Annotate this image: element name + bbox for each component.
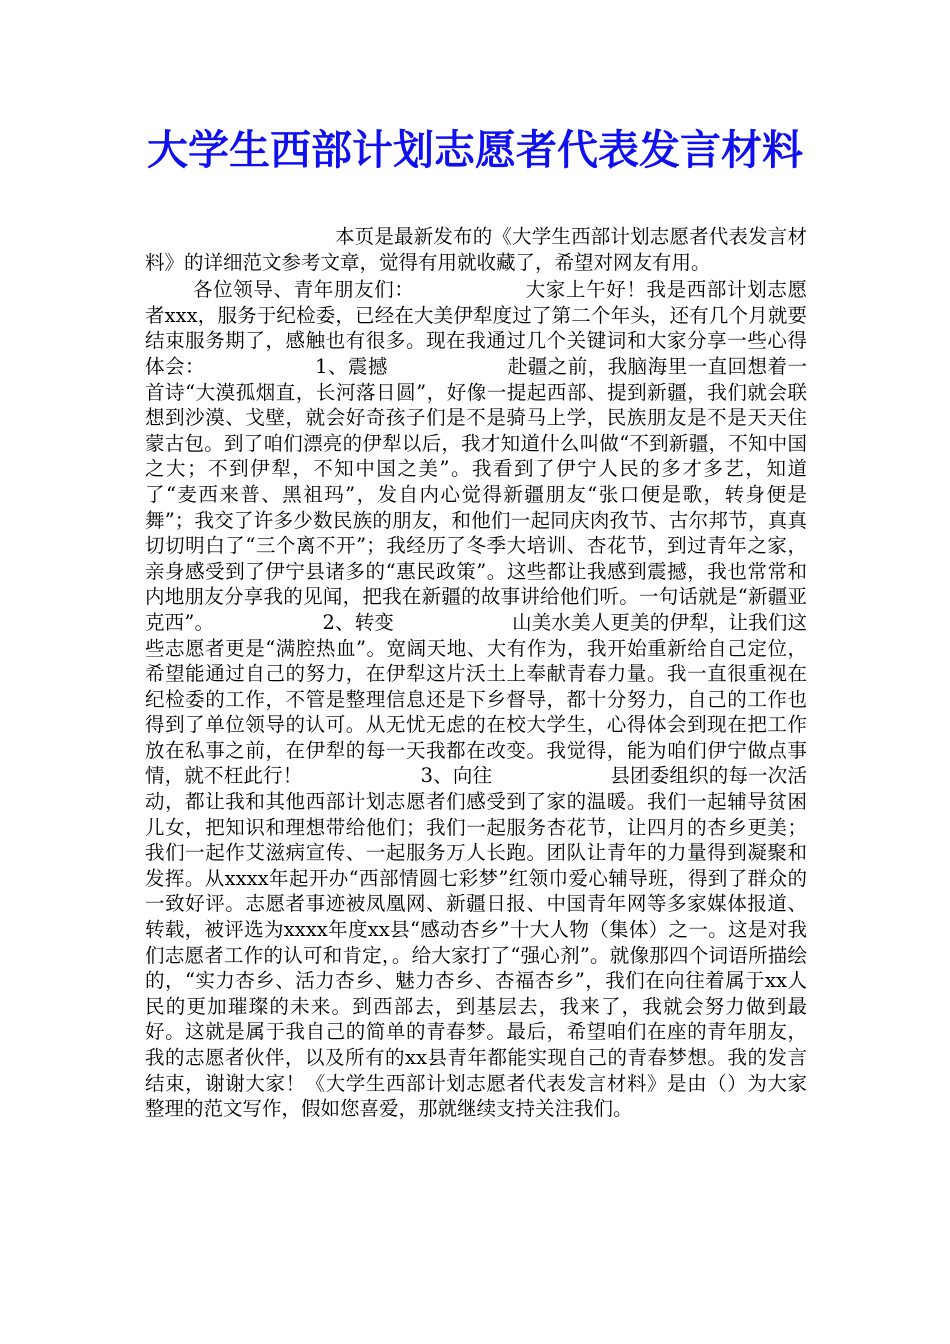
document-title: 大学生西部计划志愿者代表发言材料 <box>147 126 803 174</box>
intro-paragraph: 本页是最新发布的《大学生西部计划志愿者代表发言材料》的详细范文参考文章，觉得有用就收藏了，希望对网友有用。 <box>145 225 807 274</box>
speech-paragraph: 各位领导、青年朋友们： 大家上午好！我是西部计划志愿者xxx，服务于纪检委，已经在大美伊犁度过了第二个年头，还有几个月就要结束服务期了，感触也有很多。现在我通过几个关键词和大家分享一些心得体会： 1、震撼 赴疆之前，我脑海里一直回想着一首诗“大漠孤烟直，长河落日圆”，好像一提起西部、提到新疆，我们就会联想到沙漠、戈壁，就会好奇孩子们是不是骑马上学，民族朋友是不是天天住蒙古包。到了咱们漂亮的伊犁以后，我才知道什么叫做“不到新疆，不知中国之大；不到伊犁，不知中国之美”。我看到了伊宁人民的多才多艺，知道了“麦西来普、黑祖玛”，发自内心觉得新疆朋友“张口便是歌，转身便是舞”；我交了许多少数民族的朋友，和他们一起同庆肉孜节、古尔邦节，真真切切明白了“三个离不开”；我经历了冬季大培训、杏花节，到过青年之家，亲身感受到了伊宁县诸多的“惠民政策”。这些都让我感到震撼，我也常常和内地朋友分享我的见闻，把我在新疆的故事讲给他们听。一句话就是“新疆亚克西”。 2、转变 山美水美人更美的伊犁，让我们这些志愿者更是“满腔热血”。宽阔天地、大有作为，我开始重新给自己定位，希望能通过自己的努力，在伊犁这片沃土上奉献青春力量。我一直很重视在纪检委的工作，不管是整理信息还是下乡督导，都十分努力，自己的工作也得到了单位领导的认可。从无忧无虑的在校大学生，心得体会到现在把工作放在私事之前，在伊犁的每一天我都在改变。我觉得，能为咱们伊宁做点事情，就不枉此行！ 3、向往 县团委组织的每一次活动，都让我和其他西部计划志愿者们感受到了家的温暖。我们一起辅导贫困儿女，把知识和理想带给他们；我们一起服务杏花节，让四月的杏乡更美；我们一起作艾滋病宣传、一起服务万人长跑。团队让青年的力量得到凝聚和发挥。从xxxx年起开办“西部情圆七彩梦”红领巾爱心辅导班，得到了群众的一致好评。志愿者事迹被凤凰网、新疆日报、中国青年网等多家媒体报道、转载，被评选为xxxx年度xx县“感动杏乡”十大人物（集体）之一。这是对我们志愿者工作的认可和肯定，。给大家打了“强心剂”。就像那四个词语所描绘的，“实力杏乡、活力杏乡、魅力杏乡、杏福杏乡”，我们在向往着属于xx人民的更加璀璨的未来。到西部去，到基层去，我来了，我就会努力做到最好。这就是属于我自己的简单的青春梦。最后，希望咱们在座的青年朋友，我的志愿者伙伴，以及所有的xx县青年都能实现自己的青春梦想。我的发言结束，谢谢大家！《大学生西部计划志愿者代表发言材料》是由（）为大家整理的范文写作，假如您喜爱，那就继续支持关注我们。 <box>145 278 807 1121</box>
document-body <box>145 224 807 1122</box>
